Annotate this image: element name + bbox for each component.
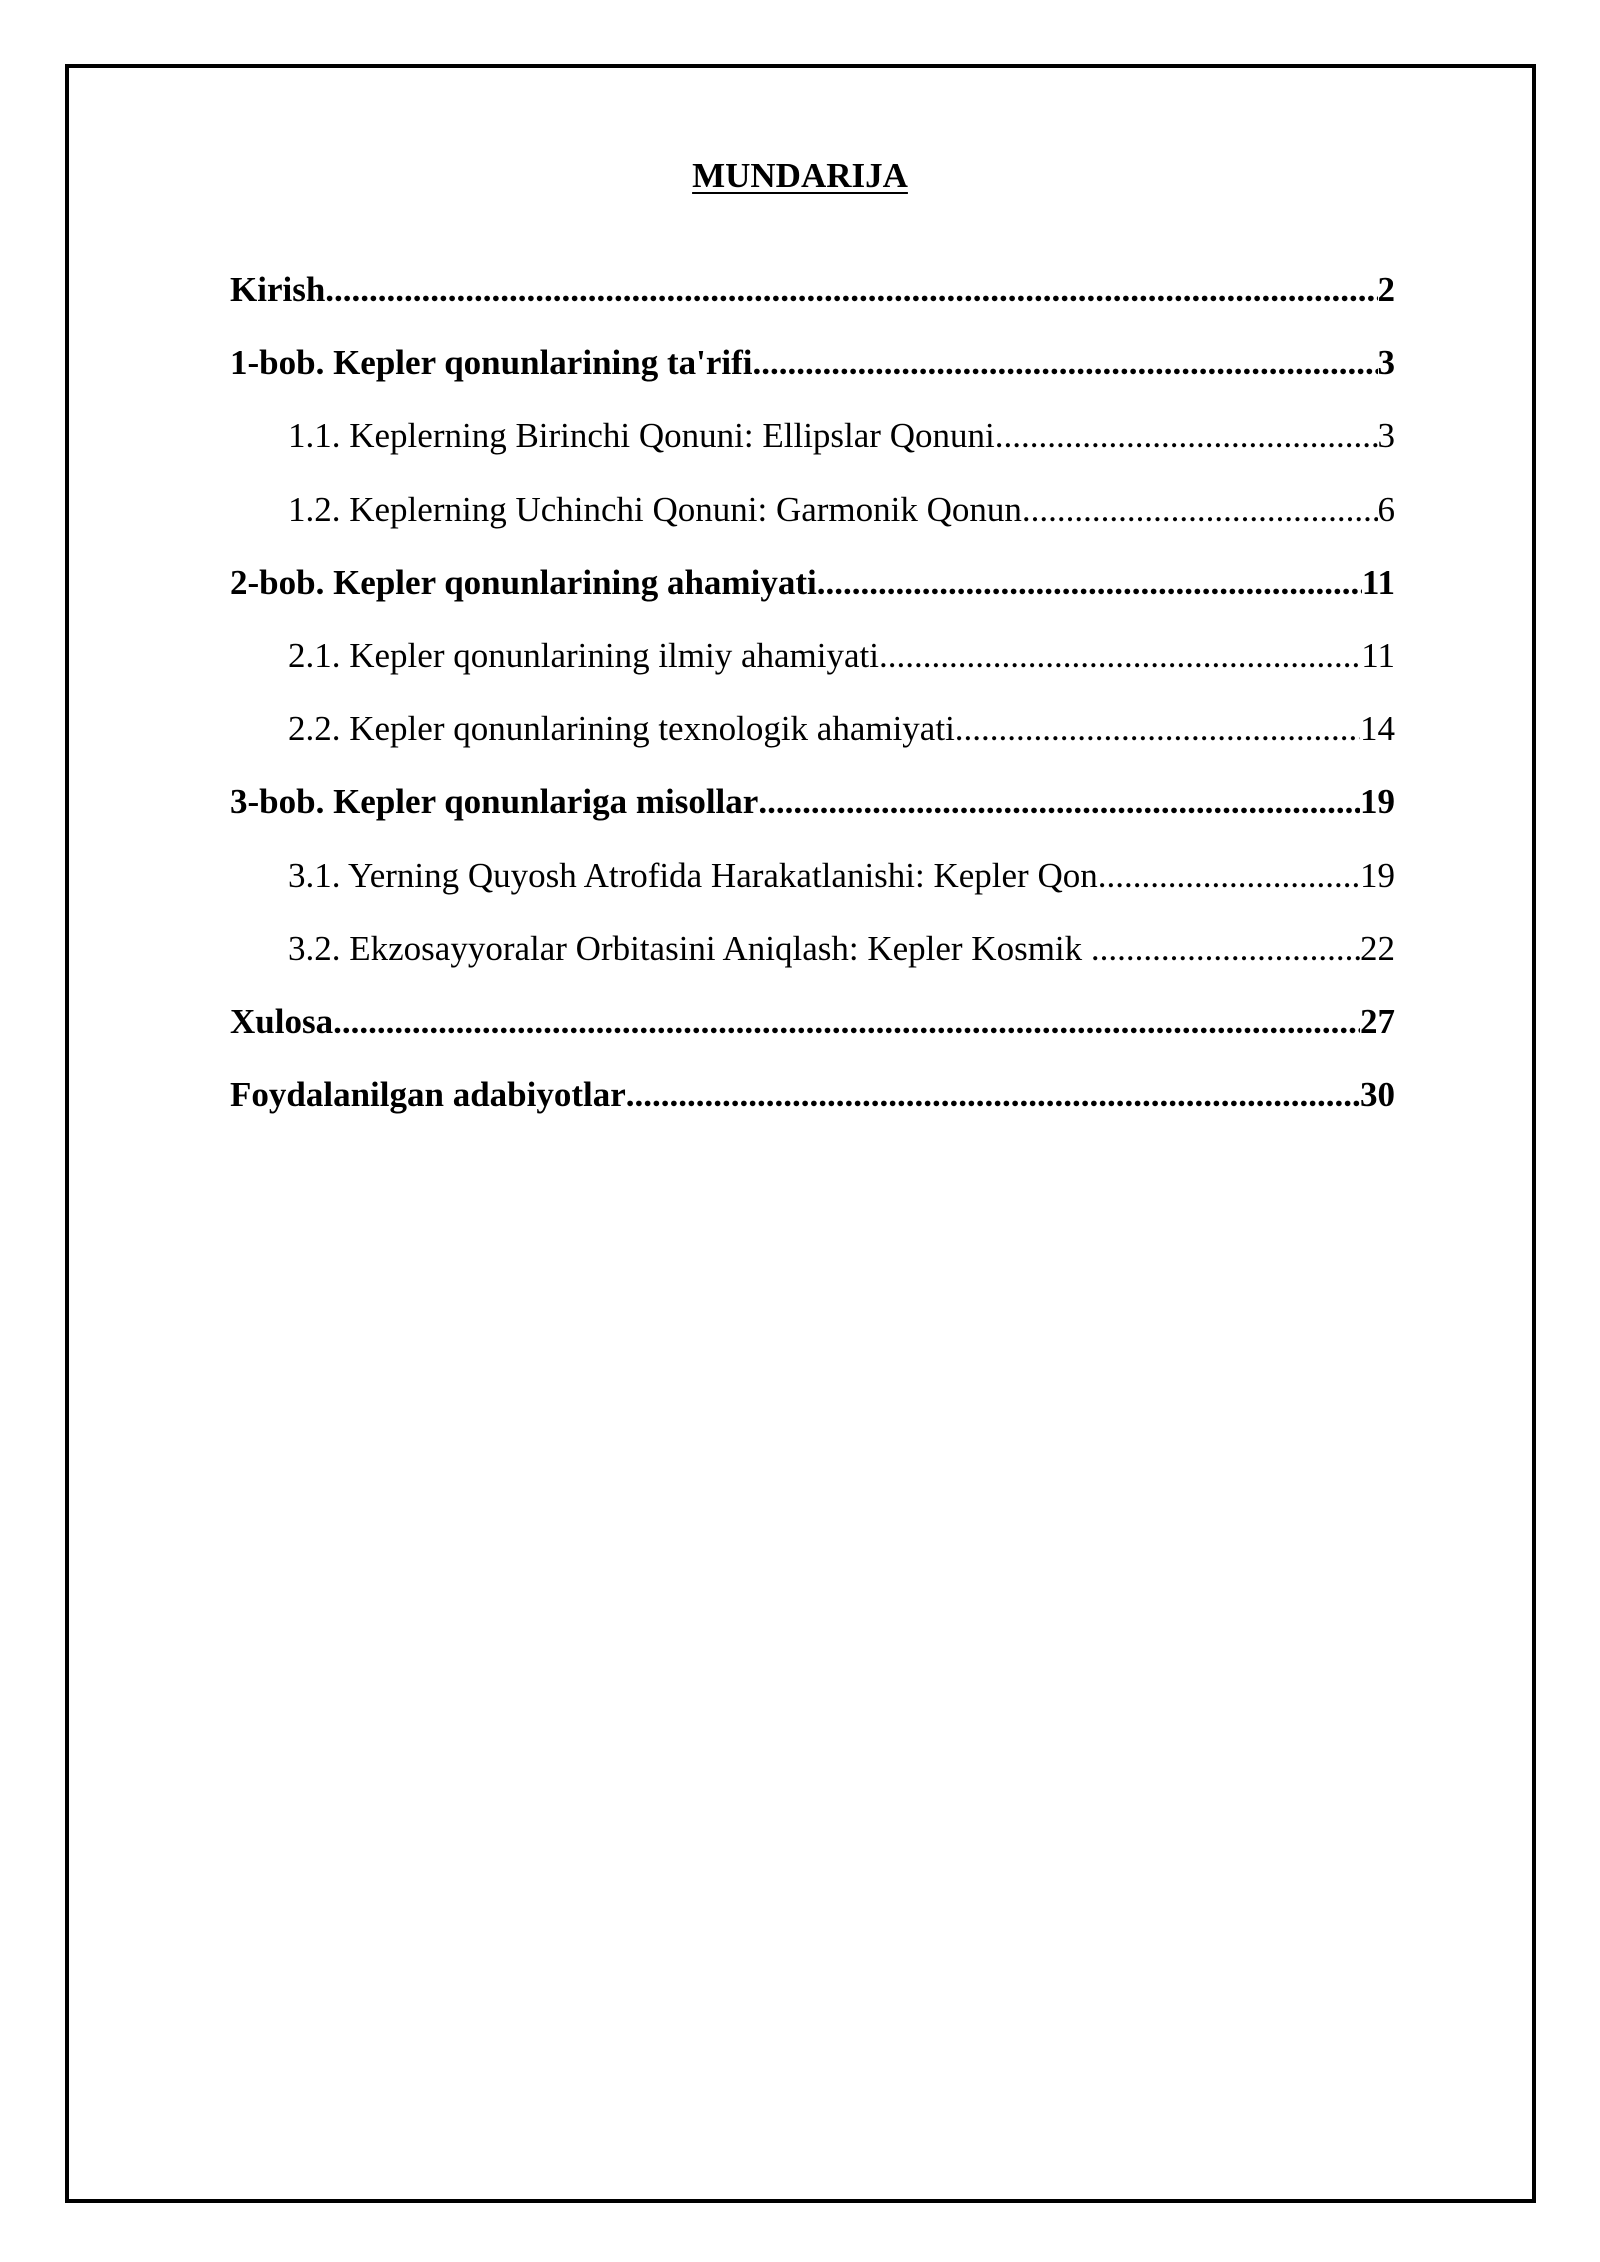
toc-entry-label: 3-bob. Kepler qonunlariga misollar: [230, 782, 759, 822]
toc-entry-label: 2-bob. Kepler qonunlarining ahamiyati: [230, 562, 817, 602]
dot-leader: [1022, 482, 1378, 538]
toc-entry-label: 1-bob. Kepler qonunlarining ta'rifi: [230, 343, 753, 383]
toc-title-text: MUNDARIJA: [692, 156, 908, 195]
toc-entry-kirish[interactable]: [230, 262, 1395, 335]
toc-entry-page: 11: [1361, 635, 1395, 675]
toc-entry-label: 1.2. Keplerning Uchinchi Qonuni: Garmonik Qonun: [288, 489, 1022, 529]
toc-entry-page: 6: [1377, 489, 1395, 529]
toc-entry-label: Foydalanilgan adabiyotlar: [230, 1075, 626, 1115]
toc-entry-label: 3.1. Yerning Quyosh Atrofida Harakatlanishi: Kepler Qon: [288, 855, 1098, 895]
toc-entry-section-1-2[interactable]: [230, 482, 1395, 555]
toc-entry-label: 1.1. Keplerning Birinchi Qonuni: Ellipslar Qonuni: [288, 416, 995, 456]
dot-leader: [333, 994, 1360, 1050]
dot-leader: [879, 628, 1361, 684]
dot-leader: [995, 408, 1378, 464]
toc-entry-section-1-1[interactable]: [230, 408, 1395, 481]
dot-leader: [1091, 921, 1360, 977]
dot-leader: [817, 555, 1362, 611]
toc-entry-page: 30: [1360, 1075, 1395, 1115]
toc-entry-references[interactable]: [230, 1067, 1395, 1140]
toc-entry-chapter-1[interactable]: [230, 335, 1395, 408]
toc-entry-section-2-1[interactable]: [230, 628, 1395, 701]
toc-entry-section-2-2[interactable]: [230, 701, 1395, 774]
table-of-contents: [230, 262, 1395, 1140]
toc-entry-page: 3: [1377, 416, 1395, 456]
toc-entry-page: 2: [1377, 270, 1395, 309]
toc-entry-chapter-2[interactable]: [230, 555, 1395, 628]
toc-entry-page: 22: [1360, 928, 1395, 968]
toc-entry-label: 2.1. Kepler qonunlarining ilmiy ahamiyati: [288, 635, 879, 675]
dot-leader: [1098, 848, 1360, 904]
dot-leader: [758, 774, 1360, 830]
dot-leader: [325, 262, 1377, 318]
dot-leader: [955, 701, 1360, 757]
toc-entry-label: Kirish: [230, 270, 326, 309]
toc-title: [0, 150, 1600, 202]
dot-leader: [626, 1067, 1360, 1123]
toc-entry-page: 14: [1360, 709, 1395, 749]
toc-entry-label: Xulosa: [230, 1001, 334, 1041]
toc-entry-page: 3: [1377, 343, 1395, 383]
toc-entry-page: 27: [1360, 1001, 1395, 1041]
toc-entry-page: 11: [1361, 562, 1395, 602]
toc-entry-label: 2.2. Kepler qonunlarining texnologik ahamiyati: [288, 709, 955, 749]
toc-entry-chapter-3[interactable]: [230, 774, 1395, 847]
toc-entry-label: 3.2. Ekzosayyoralar Orbitasini Aniqlash: Kepler Kosmik: [288, 928, 1091, 968]
toc-entry-page: 19: [1360, 855, 1395, 895]
toc-entry-section-3-2[interactable]: [230, 921, 1395, 994]
toc-entry-xulosa[interactable]: [230, 994, 1395, 1067]
toc-entry-page: 19: [1360, 782, 1395, 822]
dot-leader: [753, 335, 1378, 391]
toc-entry-section-3-1[interactable]: [230, 848, 1395, 921]
